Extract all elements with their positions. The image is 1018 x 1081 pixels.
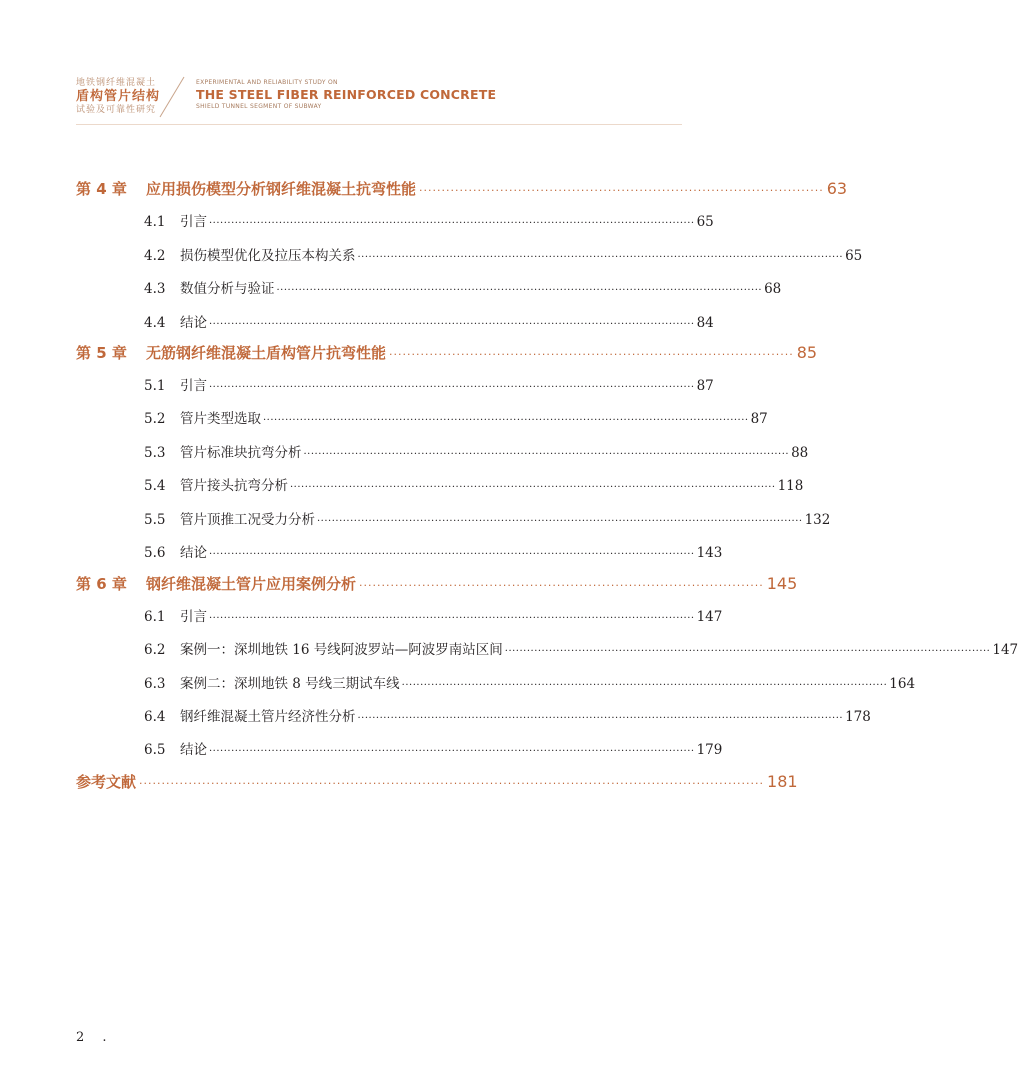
section-title: 引言	[180, 609, 207, 625]
toc-chapter-6[interactable]	[76, 573, 798, 594]
dot-leader: ····································································································································	[209, 319, 695, 330]
section-title: 管片接头抗弯分析	[180, 478, 288, 494]
section-title: 钢纤维混凝土管片经济性分析	[180, 709, 356, 725]
section-title: 引言	[180, 214, 207, 230]
references-page: 181	[767, 772, 798, 791]
section-page: 147	[992, 642, 1018, 658]
dot-leader: ···········································································································································	[139, 777, 765, 790]
dot-leader: ··························································································	[389, 348, 794, 361]
section-number: 6.2	[144, 642, 166, 658]
toc-section[interactable]	[144, 508, 831, 528]
header-cn-line2: 盾构管片结构	[76, 89, 161, 104]
section-page: 87	[696, 378, 714, 394]
dot-leader: ····································································································································	[401, 680, 888, 691]
section-title: 案例二：深圳地铁 8 号线三期试车线	[180, 676, 400, 692]
chapter-page: 85	[796, 343, 818, 362]
dot-leader: ····································································································································	[303, 449, 790, 460]
toc-section[interactable]	[144, 210, 714, 230]
toc-section[interactable]	[144, 407, 768, 427]
section-title: 管片类型选取	[180, 411, 261, 427]
section-number: 4.3	[144, 281, 166, 297]
footer-mark: .	[102, 1030, 107, 1045]
section-title: 损伤模型优化及拉压本构关系	[180, 248, 356, 264]
chapter-number: 第 6 章	[76, 575, 127, 593]
header-cn-line3: 试验及可靠性研究	[76, 105, 157, 115]
header-rule	[76, 124, 682, 125]
toc-section[interactable]	[144, 738, 723, 758]
chapter-title: 无筋钢纤维混凝土盾构管片抗弯性能	[146, 344, 387, 362]
section-number: 6.1	[144, 609, 166, 625]
section-title: 结论	[180, 742, 207, 758]
section-page: 132	[804, 512, 831, 528]
section-page: 84	[696, 315, 714, 331]
section-title: 数值分析与验证	[180, 281, 275, 297]
chapter-title: 钢纤维混凝土管片应用案例分析	[146, 575, 357, 593]
section-page: 87	[750, 411, 768, 427]
dot-leader: ····································································································································	[209, 382, 695, 393]
chapter-page: 63	[826, 179, 848, 198]
toc-section[interactable]	[144, 541, 723, 561]
dot-leader: ····································································································································	[317, 516, 803, 527]
section-page: 68	[764, 281, 782, 297]
section-page: 143	[696, 545, 723, 561]
header-en-line3: SHIELD TUNNEL SEGMENT OF SUBWAY	[196, 103, 322, 110]
chapter-number: 第 4 章	[76, 180, 127, 198]
chapter-number: 第 5 章	[76, 344, 127, 362]
section-number: 5.3	[144, 445, 166, 461]
toc-section[interactable]	[144, 705, 871, 725]
toc-chapter-5[interactable]	[76, 342, 818, 363]
toc-chapter-4[interactable]	[76, 178, 848, 199]
section-page: 65	[696, 214, 714, 230]
page-footer	[76, 1030, 107, 1045]
section-number: 5.2	[144, 411, 166, 427]
dot-leader: ··························································································	[359, 579, 764, 592]
references-title: 参考文献	[76, 773, 137, 791]
page-number: 2	[76, 1030, 85, 1045]
section-title: 管片顶推工况受力分析	[180, 512, 315, 528]
dot-leader: ····································································································································	[209, 613, 695, 624]
section-number: 6.5	[144, 742, 166, 758]
dot-leader: ····································································································································	[276, 285, 763, 296]
section-number: 6.4	[144, 709, 166, 725]
toc-section[interactable]	[144, 441, 809, 461]
running-header	[0, 0, 790, 130]
dot-leader: ··························································································	[419, 184, 824, 197]
section-page: 164	[889, 676, 916, 692]
section-page: 65	[845, 248, 863, 264]
section-number: 5.5	[144, 512, 166, 528]
dot-leader: ····································································································································	[263, 415, 749, 426]
section-title: 引言	[180, 378, 207, 394]
header-en-line2: THE STEEL FIBER REINFORCED CONCRETE	[196, 87, 497, 102]
section-page: 179	[696, 742, 723, 758]
section-title: 结论	[180, 545, 207, 561]
toc-section[interactable]	[144, 474, 804, 494]
toc-section[interactable]	[144, 605, 723, 625]
section-number: 4.1	[144, 214, 166, 230]
dot-leader: ····································································································································	[209, 746, 695, 757]
dot-leader: ····································································································································	[357, 713, 844, 724]
dot-leader: ····································································································································	[357, 252, 844, 263]
section-page: 178	[845, 709, 871, 725]
chapter-title: 应用损伤模型分析钢纤维混凝土抗弯性能	[146, 180, 417, 198]
toc-references[interactable]	[76, 771, 798, 792]
section-number: 6.3	[144, 676, 166, 692]
section-number: 4.2	[144, 248, 166, 264]
section-page: 118	[777, 478, 804, 494]
toc-section[interactable]	[144, 311, 714, 331]
dot-leader: ····································································································································	[290, 482, 776, 493]
section-title: 案例一：深圳地铁 16 号线阿波罗站—阿波罗南站区间	[180, 642, 503, 658]
header-en-line1: EXPERIMENTAL AND RELIABILITY STUDY ON	[196, 79, 338, 86]
header-cn-line1: 地铁钢纤维混凝土	[76, 78, 157, 88]
toc-section[interactable]	[144, 638, 1018, 658]
toc-section[interactable]	[144, 672, 916, 692]
toc-section[interactable]	[144, 244, 863, 264]
toc-section[interactable]	[144, 374, 714, 394]
section-page: 147	[696, 609, 723, 625]
section-title: 结论	[180, 315, 207, 331]
section-title: 管片标准块抗弯分析	[180, 445, 302, 461]
section-number: 5.1	[144, 378, 166, 394]
section-number: 5.6	[144, 545, 166, 561]
toc-section[interactable]	[144, 277, 782, 297]
dot-leader: ····································································································································	[209, 549, 695, 560]
dot-leader: ····································································································································	[209, 218, 695, 229]
section-number: 5.4	[144, 478, 166, 494]
header-slash-divider	[158, 76, 186, 118]
chapter-page: 145	[766, 574, 798, 593]
dot-leader: ····································································································································	[504, 646, 991, 657]
header-english-title	[196, 79, 516, 111]
section-number: 4.4	[144, 315, 166, 331]
section-page: 88	[791, 445, 809, 461]
